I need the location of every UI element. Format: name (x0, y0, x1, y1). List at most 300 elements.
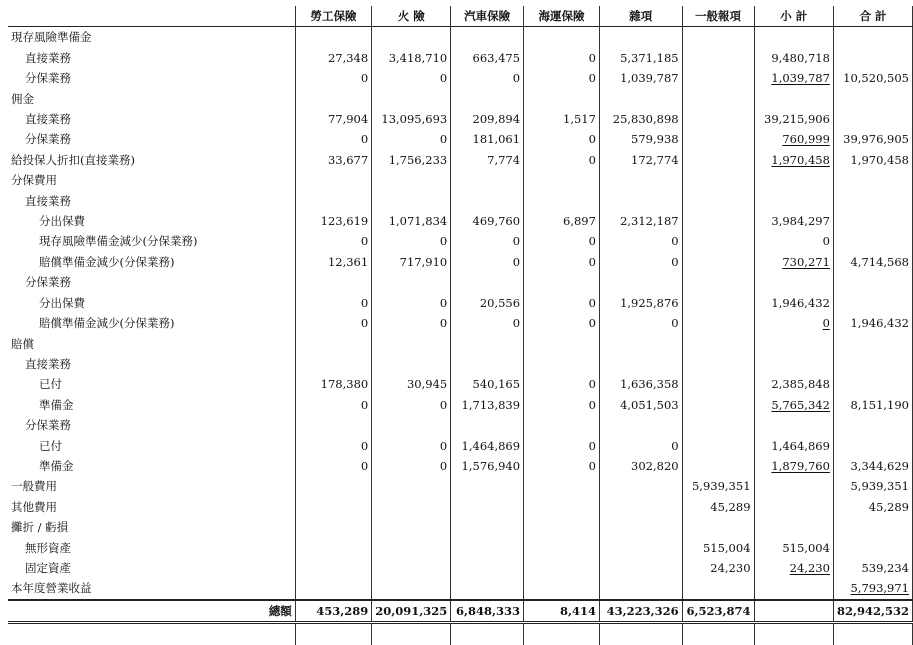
table-cell (372, 517, 451, 537)
table-row (8, 558, 913, 578)
table-cell: 1,464,869 (451, 436, 524, 456)
table-cell (372, 272, 451, 292)
table-cell (599, 170, 682, 190)
table-row (8, 150, 913, 170)
row-label: 現存風險準備金 (11, 30, 92, 45)
table-cell (599, 27, 682, 48)
table-cell: 0 (599, 436, 682, 456)
table-row (8, 48, 913, 68)
table-cell (295, 334, 371, 354)
table-cell (451, 354, 524, 374)
table-cell (295, 191, 371, 211)
table-cell: 8,151,190 (833, 395, 912, 415)
blank-cell (599, 623, 682, 645)
table-cell: 13,095,693 (372, 109, 451, 129)
table-cell (682, 191, 754, 211)
table-cell (524, 27, 600, 48)
table-cell: 1,464,869 (754, 436, 833, 456)
table-cell: 0 (524, 231, 600, 251)
table-cell: 0 (295, 395, 371, 415)
table-cell (599, 272, 682, 292)
table-cell (833, 415, 912, 435)
row-label: 無形資產 (25, 540, 71, 555)
table-cell: 302,820 (599, 456, 682, 476)
table-cell (833, 334, 912, 354)
table-cell: 1,039,787 (754, 68, 833, 88)
row-label: 佣金 (11, 91, 34, 106)
table-cell: 3,418,710 (372, 48, 451, 68)
table-cell (682, 354, 754, 374)
row-label: 分出保費 (39, 295, 85, 310)
table-cell: 45,289 (682, 497, 754, 517)
table-cell: 0 (372, 129, 451, 149)
table-cell (599, 415, 682, 435)
table-cell (524, 578, 600, 599)
table-cell (682, 374, 754, 394)
table-cell: 209,894 (451, 109, 524, 129)
table-cell (754, 89, 833, 109)
table-cell (524, 538, 600, 558)
table-cell (372, 89, 451, 109)
table-cell (682, 211, 754, 231)
column-header: 雜項 (599, 6, 682, 27)
row-label: 已付 (39, 377, 62, 392)
table-cell: 0 (372, 68, 451, 88)
table-cell (754, 517, 833, 537)
table-cell: 0 (524, 252, 600, 272)
table-cell: 9,480,718 (754, 48, 833, 68)
row-label: 攤折 / 虧損 (11, 520, 69, 535)
table-cell (599, 558, 682, 578)
table-cell: 0 (524, 436, 600, 456)
table-cell (682, 252, 754, 272)
table-cell (372, 191, 451, 211)
table-cell: 0 (599, 252, 682, 272)
table-cell (682, 68, 754, 88)
table-cell (524, 476, 600, 496)
row-label: 準備金 (39, 397, 74, 412)
table-cell: 539,234 (833, 558, 912, 578)
table-cell: 1,970,458 (754, 150, 833, 170)
table-cell: 39,215,906 (754, 109, 833, 129)
table-cell: 5,765,342 (754, 395, 833, 415)
table-cell (451, 578, 524, 599)
table-cell (833, 354, 912, 374)
table-cell (682, 109, 754, 129)
table-cell (599, 517, 682, 537)
row-label: 分保業務 (25, 418, 71, 433)
table-cell (599, 89, 682, 109)
table-cell (599, 191, 682, 211)
column-header: 汽車保險 (451, 6, 524, 27)
table-row (8, 68, 913, 88)
table-cell: 0 (295, 436, 371, 456)
table-cell: 0 (524, 129, 600, 149)
table-cell: 1,576,940 (451, 456, 524, 476)
total-cell: 20,091,325 (372, 600, 451, 623)
table-cell (524, 170, 600, 190)
total-cell: 43,223,326 (599, 600, 682, 623)
table-cell: 0 (754, 313, 833, 333)
row-label: 分出保費 (39, 214, 85, 229)
total-row (8, 600, 913, 623)
table-cell (682, 334, 754, 354)
table-cell (682, 272, 754, 292)
table-cell: 5,793,971 (833, 578, 912, 599)
table-cell (451, 272, 524, 292)
table-cell: 123,619 (295, 211, 371, 231)
table-cell: 0 (295, 68, 371, 88)
table-cell (451, 334, 524, 354)
table-cell (682, 293, 754, 313)
table-cell (295, 497, 371, 517)
blank-cell (451, 623, 524, 645)
table-cell (682, 395, 754, 415)
table-cell: 27,348 (295, 48, 371, 68)
table-cell: 39,976,905 (833, 129, 912, 149)
row-label: 分保業務 (25, 71, 71, 86)
table-cell (524, 89, 600, 109)
table-cell (833, 374, 912, 394)
table-row (8, 538, 913, 558)
table-cell (372, 415, 451, 435)
table-cell: 33,677 (295, 150, 371, 170)
table-cell: 1,946,432 (754, 293, 833, 313)
header-label-col (8, 6, 295, 27)
table-cell (833, 436, 912, 456)
table-cell (524, 191, 600, 211)
table-cell: 0 (524, 395, 600, 415)
total-cell: 6,848,333 (451, 600, 524, 623)
table-cell (295, 517, 371, 537)
table-cell (524, 497, 600, 517)
table-row (8, 456, 913, 476)
table-cell (599, 578, 682, 599)
table-cell (833, 27, 912, 48)
table-cell (833, 272, 912, 292)
table-cell: 730,271 (754, 252, 833, 272)
table-cell: 0 (372, 293, 451, 313)
table-row (8, 436, 913, 456)
table-row (8, 395, 913, 415)
table-cell: 0 (295, 313, 371, 333)
table-cell (754, 497, 833, 517)
table-cell: 0 (599, 231, 682, 251)
table-cell: 0 (295, 456, 371, 476)
table-cell (372, 27, 451, 48)
table-cell (833, 170, 912, 190)
column-header: 小 計 (754, 6, 833, 27)
table-cell (451, 27, 524, 48)
table-cell (451, 558, 524, 578)
table-cell (754, 354, 833, 374)
table-cell: 3,984,297 (754, 211, 833, 231)
table-cell: 0 (524, 150, 600, 170)
total-cell (754, 600, 833, 623)
table-cell (295, 578, 371, 599)
table-cell (295, 538, 371, 558)
table-cell (295, 415, 371, 435)
table-row (8, 476, 913, 496)
table-cell (833, 211, 912, 231)
table-cell (451, 415, 524, 435)
table-cell (754, 272, 833, 292)
table-cell (451, 476, 524, 496)
table-cell (524, 415, 600, 435)
row-label: 賠償 (11, 336, 34, 351)
table-cell: 0 (372, 456, 451, 476)
table-cell (524, 334, 600, 354)
table-cell (682, 231, 754, 251)
table-cell: 20,556 (451, 293, 524, 313)
row-label: 一般費用 (11, 479, 57, 494)
blank-cell (682, 623, 754, 645)
table-cell (372, 334, 451, 354)
table-cell (295, 558, 371, 578)
table-cell: 1,517 (524, 109, 600, 129)
table-body (8, 27, 913, 645)
row-label: 分保費用 (11, 173, 57, 188)
table-cell (682, 27, 754, 48)
table-cell (372, 476, 451, 496)
table-cell: 0 (372, 313, 451, 333)
table-cell: 0 (372, 395, 451, 415)
table-cell: 1,970,458 (833, 150, 912, 170)
table-cell (833, 89, 912, 109)
table-row (8, 313, 913, 333)
table-row (8, 354, 913, 374)
table-cell: 0 (295, 231, 371, 251)
blank-cell (833, 623, 912, 645)
table-row (8, 293, 913, 313)
table-cell: 1,636,358 (599, 374, 682, 394)
table-cell (451, 497, 524, 517)
table-cell: 0 (372, 231, 451, 251)
table-cell (682, 415, 754, 435)
row-label: 分保業務 (25, 132, 71, 147)
table-row (8, 109, 913, 129)
row-label: 固定資產 (25, 560, 71, 575)
table-cell (372, 170, 451, 190)
total-label: 總額 (8, 600, 295, 623)
table-cell: 10,520,505 (833, 68, 912, 88)
table-row (8, 211, 913, 231)
table-row (8, 272, 913, 292)
financial-statement-table (8, 6, 913, 645)
table-cell: 515,004 (754, 538, 833, 558)
column-header-row (8, 6, 913, 27)
column-header: 海運保險 (524, 6, 600, 27)
table-cell (682, 48, 754, 68)
table-cell (682, 456, 754, 476)
table-cell: 0 (524, 374, 600, 394)
table-cell: 0 (524, 456, 600, 476)
table-cell: 2,385,848 (754, 374, 833, 394)
row-label: 其他費用 (11, 499, 57, 514)
column-header: 火 險 (372, 6, 451, 27)
table-cell: 717,910 (372, 252, 451, 272)
table-row (8, 129, 913, 149)
row-label: 準備金 (39, 458, 74, 473)
table-cell: 24,230 (682, 558, 754, 578)
row-label: 直接業務 (25, 112, 71, 127)
row-label: 直接業務 (25, 50, 71, 65)
table-cell (524, 354, 600, 374)
table-cell (754, 415, 833, 435)
table-cell (295, 27, 371, 48)
table-cell: 4,051,503 (599, 395, 682, 415)
table-cell (295, 170, 371, 190)
table-cell: 5,371,185 (599, 48, 682, 68)
table-cell: 2,312,187 (599, 211, 682, 231)
table-cell: 1,713,839 (451, 395, 524, 415)
table-cell (372, 538, 451, 558)
table-cell (682, 89, 754, 109)
blank-cell (295, 623, 371, 645)
table-cell: 0 (451, 231, 524, 251)
column-header: 一般報項 (682, 6, 754, 27)
table-cell: 5,939,351 (682, 476, 754, 496)
table-cell: 760,999 (754, 129, 833, 149)
table-cell (754, 27, 833, 48)
table-cell (372, 354, 451, 374)
table-cell: 77,904 (295, 109, 371, 129)
total-cell: 8,414 (524, 600, 600, 623)
table-cell: 0 (599, 313, 682, 333)
table-cell: 6,897 (524, 211, 600, 231)
table-cell: 172,774 (599, 150, 682, 170)
blank-cell (524, 623, 600, 645)
table-cell (682, 578, 754, 599)
table-cell: 1,946,432 (833, 313, 912, 333)
table-cell (833, 231, 912, 251)
table-cell (833, 293, 912, 313)
table-cell: 1,071,834 (372, 211, 451, 231)
table-cell: 1,925,876 (599, 293, 682, 313)
table-cell: 178,380 (295, 374, 371, 394)
table-row (8, 517, 913, 537)
table-cell: 24,230 (754, 558, 833, 578)
table-cell (372, 558, 451, 578)
table-cell (451, 538, 524, 558)
table-cell (682, 436, 754, 456)
table-cell (599, 476, 682, 496)
table-cell: 30,945 (372, 374, 451, 394)
column-header: 合 計 (833, 6, 912, 27)
table-cell: 3,344,629 (833, 456, 912, 476)
row-label: 賠償準備金減少(分保業務) (39, 254, 175, 269)
table-cell: 1,756,233 (372, 150, 451, 170)
table-cell: 0 (295, 129, 371, 149)
table-row (8, 191, 913, 211)
table-cell (451, 170, 524, 190)
table-cell: 663,475 (451, 48, 524, 68)
table-cell (833, 517, 912, 537)
table-cell: 4,714,568 (833, 252, 912, 272)
table-cell (372, 578, 451, 599)
table-cell (682, 170, 754, 190)
table-row (8, 497, 913, 517)
row-label: 現存風險準備金減少(分保業務) (39, 234, 198, 249)
table-cell (295, 89, 371, 109)
table-cell (451, 191, 524, 211)
table-cell (524, 272, 600, 292)
table-cell (599, 538, 682, 558)
row-label: 給投保人折扣(直接業務) (11, 152, 135, 167)
table-cell: 1,039,787 (599, 68, 682, 88)
column-header: 勞工保險 (295, 6, 371, 27)
table-cell (754, 476, 833, 496)
table-cell: 1,879,760 (754, 456, 833, 476)
table-cell (599, 334, 682, 354)
table-cell (295, 354, 371, 374)
table-cell (754, 334, 833, 354)
table-cell: 45,289 (833, 497, 912, 517)
row-label: 已付 (39, 438, 62, 453)
table-cell: 0 (754, 231, 833, 251)
table-cell (599, 497, 682, 517)
table-cell (524, 517, 600, 537)
table-cell (754, 170, 833, 190)
table-cell (833, 48, 912, 68)
table-cell: 181,061 (451, 129, 524, 149)
table-cell: 579,938 (599, 129, 682, 149)
table-cell (295, 272, 371, 292)
table-cell (295, 476, 371, 496)
table-row (8, 334, 913, 354)
table-row (8, 415, 913, 435)
total-cell: 6,523,874 (682, 600, 754, 623)
table-cell: 515,004 (682, 538, 754, 558)
table-row (8, 89, 913, 109)
table-cell: 0 (524, 68, 600, 88)
blank-cell (372, 623, 451, 645)
table-cell (682, 313, 754, 333)
row-label: 直接業務 (25, 356, 71, 371)
table-cell (682, 129, 754, 149)
table-cell (682, 517, 754, 537)
total-cell: 453,289 (295, 600, 371, 623)
table-cell (833, 191, 912, 211)
table-cell (599, 354, 682, 374)
blank-cell (754, 623, 833, 645)
table-cell: 12,361 (295, 252, 371, 272)
table-cell (372, 497, 451, 517)
row-label: 賠償準備金減少(分保業務) (39, 316, 175, 331)
table-row (8, 170, 913, 190)
table-cell (754, 191, 833, 211)
table-cell (754, 578, 833, 599)
table-cell: 5,939,351 (833, 476, 912, 496)
table-cell: 0 (451, 252, 524, 272)
table-cell: 0 (524, 293, 600, 313)
row-label: 分保業務 (25, 275, 71, 290)
table-cell: 0 (372, 436, 451, 456)
blank-cell (8, 623, 295, 645)
table-row (8, 231, 913, 251)
table-cell: 0 (524, 48, 600, 68)
table-cell: 469,760 (451, 211, 524, 231)
table-cell: 7,774 (451, 150, 524, 170)
table-cell (833, 109, 912, 129)
table-cell (682, 150, 754, 170)
table-row (8, 252, 913, 272)
table-cell (451, 517, 524, 537)
table-row (8, 27, 913, 48)
table-row (8, 578, 913, 599)
table-cell: 0 (451, 313, 524, 333)
table-cell: 25,830,898 (599, 109, 682, 129)
